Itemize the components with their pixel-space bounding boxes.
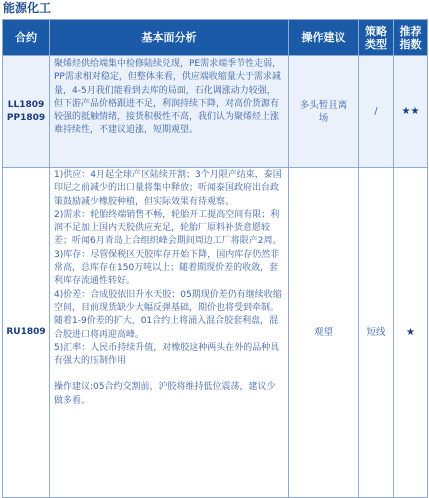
- strategy-type-cell: 短线: [359, 168, 394, 498]
- contract-code: RU1809: [6, 327, 46, 337]
- page-title: 能源化工: [3, 1, 52, 15]
- analysis-paragraph: 1)供应：4月起全球产区陆续开割；3个月限产结束，泰国印尼之前减少的出口量将集中释放；听闻泰国政府出台政策鼓励减少橡胶种植，但实际效果有待观察。: [54, 170, 282, 207]
- analysis-paragraph: 操作建议:05合约交割前，沪胶将维持低位震荡，建议少做多看。: [54, 382, 276, 406]
- header-analysis: 基本面分析: [50, 20, 289, 56]
- contract-code: LL1809: [7, 99, 45, 110]
- analysis-cell: [50, 168, 289, 498]
- analysis-paragraph: 4)价差：合成胶依旧升水天胶；05期现价差仍有继续收缩空间，目前现货缺少大幅反弹基础，期价也将受到牵制。随着1-9价差的扩大，01合约上将涌入混合胶套利盘，混合胶进口将再迎高峰。: [54, 289, 282, 340]
- header-rating-label: 推荐指数: [399, 24, 422, 51]
- header-advice: 操作建议: [289, 20, 359, 56]
- analysis-paragraph: 2)需求：轮胎终端销售不畅，轮胎开工提高空间有限；利润不足加上国内天胶供应充足，轮胎厂原料补货意愿较差；听闻6月青岛上合组织峰会期间周边工厂将限产2周。: [54, 209, 282, 247]
- contract-cell: [3, 56, 50, 168]
- header-rating: [394, 20, 428, 56]
- analysis-paragraph: 聚烯烃供给端集中检修陆续兑现，PE需求端季节性走弱，PP需求相对稳定，但整体来看，供应端收缩量大于需求减量，4-5月我们能看到去库的局面，石化调涨动力较强，但下游产品价格跟进不足，利润持续下降，对高价货源有较强的抵触情绪，接货积极性不高，我们认为聚烯烃上涨难持续性，不建议追涨，短期观望。: [54, 59, 282, 136]
- header-contract: 合约: [3, 20, 50, 56]
- table-header-row: [3, 20, 428, 56]
- strategy-type-cell: /: [359, 56, 394, 168]
- analysis-spacer: [54, 368, 284, 381]
- contract-cell: [3, 168, 50, 498]
- table-row: [3, 56, 428, 168]
- contract-code: PP1809: [6, 112, 46, 123]
- analysis-paragraph: 3)库存：尽管保税区天胶库存开始下降，国内库存仍然非常高，总库存在150万吨以上；随着期现价差的收敛，套利库存流通性转好。: [54, 249, 280, 287]
- rating-stars: ★★: [394, 56, 428, 168]
- analysis-paragraph: 5)汇率：人民币持续升值，对橡胶这种两头在外的品种具有强大的压制作用: [54, 342, 280, 367]
- strategy-table: [2, 19, 428, 498]
- advice-cell: [289, 56, 359, 168]
- rating-stars: ★: [394, 168, 428, 498]
- table-row: [3, 168, 428, 498]
- advice-cell: 观望: [289, 168, 359, 498]
- header-strategy-type: [359, 20, 394, 56]
- advice-text: 多头暂且离场: [299, 99, 348, 124]
- analysis-cell: [50, 56, 289, 168]
- header-strategy-type-label: 策略类型: [365, 24, 387, 51]
